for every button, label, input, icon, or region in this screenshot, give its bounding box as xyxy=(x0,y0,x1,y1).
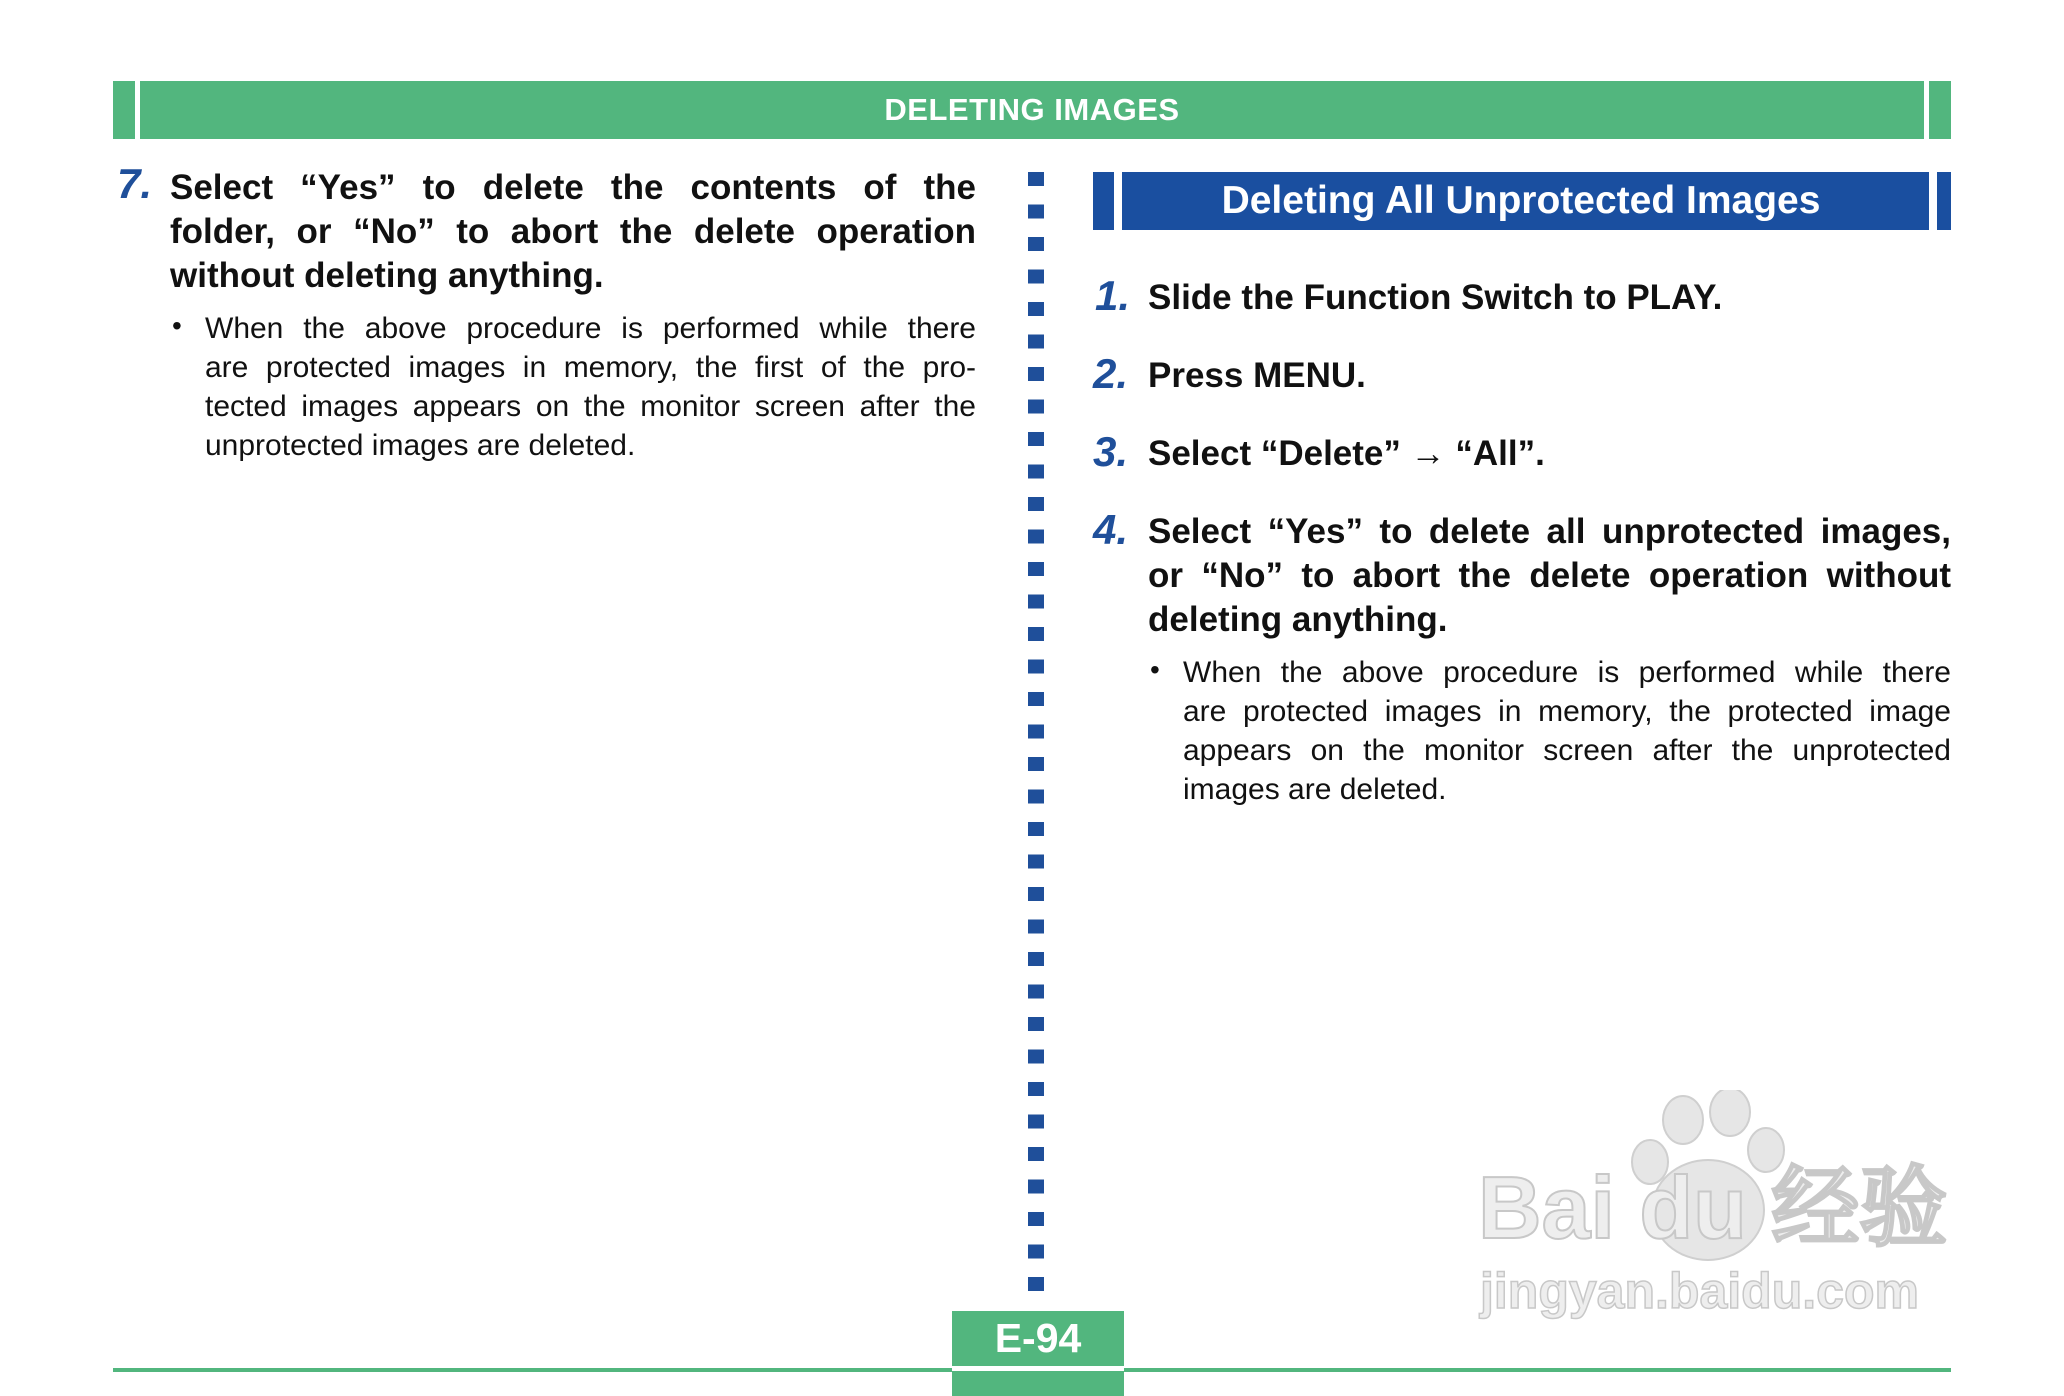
note-line: tected images appears on the monitor screen after the xyxy=(205,390,976,423)
note-line: When the above procedure is performed while there xyxy=(1183,656,1951,689)
step-4-text xyxy=(1148,510,1951,642)
note-line: are protected images in memory, the protected image xyxy=(1183,695,1951,728)
note-line: images are deleted. xyxy=(1183,773,1447,806)
note-line: are protected images in memory, the first of the pro- xyxy=(205,351,976,384)
bullet-icon: • xyxy=(172,310,182,341)
watermark-brand: Bai du 经验 xyxy=(1478,1158,1948,1257)
step-number: 7. xyxy=(117,160,153,207)
note-line: unprotected images are deleted. xyxy=(205,429,636,462)
section-title: Deleting All Unprotected Images xyxy=(1221,179,1821,222)
step-2-text: Press MENU. xyxy=(1148,356,1366,395)
step-7-note xyxy=(205,309,976,465)
note-line: When the above procedure is performed while there xyxy=(205,312,976,345)
note-line: appears on the monitor screen after the unprotected xyxy=(1183,734,1951,767)
step-line: folder, or “No” to abort the delete operation xyxy=(170,212,976,251)
step-3-text: Select “Delete” → “All”. xyxy=(1148,434,1545,473)
page-number: E-94 xyxy=(994,1315,1082,1361)
baidu-watermark xyxy=(1468,1090,1954,1320)
step-number: 3. xyxy=(1093,428,1129,475)
step-number: 4. xyxy=(1093,506,1129,553)
step-line: Select “Yes” to delete the contents of the xyxy=(170,168,976,207)
column-divider xyxy=(1028,172,1044,1292)
step-number: 1. xyxy=(1095,272,1131,319)
section-right-gap xyxy=(1929,172,1937,230)
step-number: 2. xyxy=(1093,350,1129,397)
watermark-url: jingyan.baidu.com xyxy=(1480,1263,1919,1319)
step-7-text xyxy=(170,166,976,298)
step-line: without deleting anything. xyxy=(170,256,604,295)
page-number-box-split xyxy=(952,1366,1124,1371)
bullet-icon: • xyxy=(1150,654,1160,685)
step-line: or “No” to abort the delete operation without xyxy=(1148,556,1951,595)
step-line: Select “Yes” to delete all unprotected images, xyxy=(1148,512,1951,551)
page-title: DELETING IMAGES xyxy=(884,92,1180,127)
step-1-text: Slide the Function Switch to PLAY. xyxy=(1148,278,1723,317)
step-line: deleting anything. xyxy=(1148,600,1448,639)
step-4-note xyxy=(1183,653,1951,809)
